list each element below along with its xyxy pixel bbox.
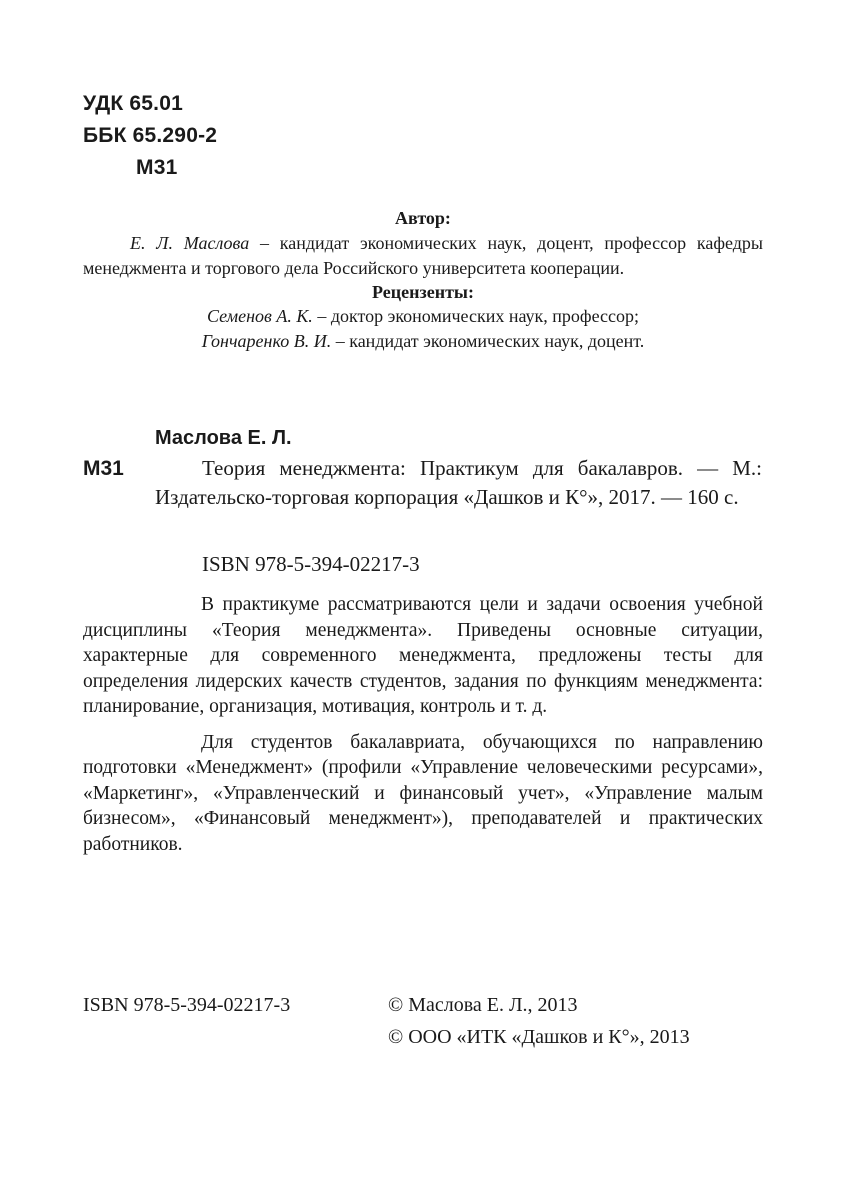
annotation-paragraph-2: Для студентов бакалавриата, обучающихся по направлению подготовки «Менеджмент» (профили «Управление человеческими ресурсами», «Маркетинг», «Управленческий и финансовый учет», «Управление малым бизнесом», «Финансовый менеджмент»), преподавателей и практических работников.: [83, 731, 763, 855]
copyright-publisher: © ООО «ИТК «Дашков и К°», 2013: [388, 1026, 690, 1048]
card-author: Маслова Е. Л.: [155, 427, 292, 449]
reviewer-2-name: Гончаренко В. И.: [201, 331, 332, 351]
reviewer-1-description: – доктор экономических наук, профессор;: [312, 306, 640, 326]
bbk-code: ББК 65.290-2: [83, 124, 218, 147]
footer-isbn: ISBN 978-5-394-02217-3: [83, 994, 291, 1016]
reviewers-heading: Рецензенты:: [372, 282, 474, 302]
reviewer-1-name: Семенов А. К.: [206, 306, 313, 326]
author-mark-code: М31: [136, 156, 178, 179]
author-name: Е. Л. Маслова: [130, 233, 250, 253]
card-isbn: ISBN 978-5-394-02217-3: [202, 552, 420, 576]
author-description: – кандидат экономических наук, доцент, профессор кафедры менеджмента и торгового дела Российского университета кооперации.: [83, 233, 763, 278]
reviewer-2-description: – кандидат экономических наук, доцент.: [331, 331, 645, 351]
card-description: Теория менеджмента: Практикум для бакалавров. — М.: Издательско-торговая корпорация «Дашков и К°», 2017. — 160 с.: [155, 456, 762, 509]
reviewer-1: [83, 304, 763, 329]
copyright-author: © Маслова Е. Л., 2013: [388, 994, 578, 1016]
annotation: [83, 592, 763, 857]
card-mark: М31: [83, 457, 124, 480]
author-info: [83, 231, 763, 281]
udk-code: УДК 65.01: [83, 92, 183, 115]
annotation-paragraph-1: В практикуме рассматриваются цели и задачи освоения учебной дисциплины «Теория менеджмента». Приведены основные ситуации, характерные для современного менеджмента, предложены тесты для определения лидерских качеств студентов, задания по функциям менеджмента: планирование, организация, мотивация, контроль и т. д.: [83, 594, 763, 717]
author-heading: Автор:: [395, 208, 451, 228]
reviewer-2: [83, 329, 763, 354]
